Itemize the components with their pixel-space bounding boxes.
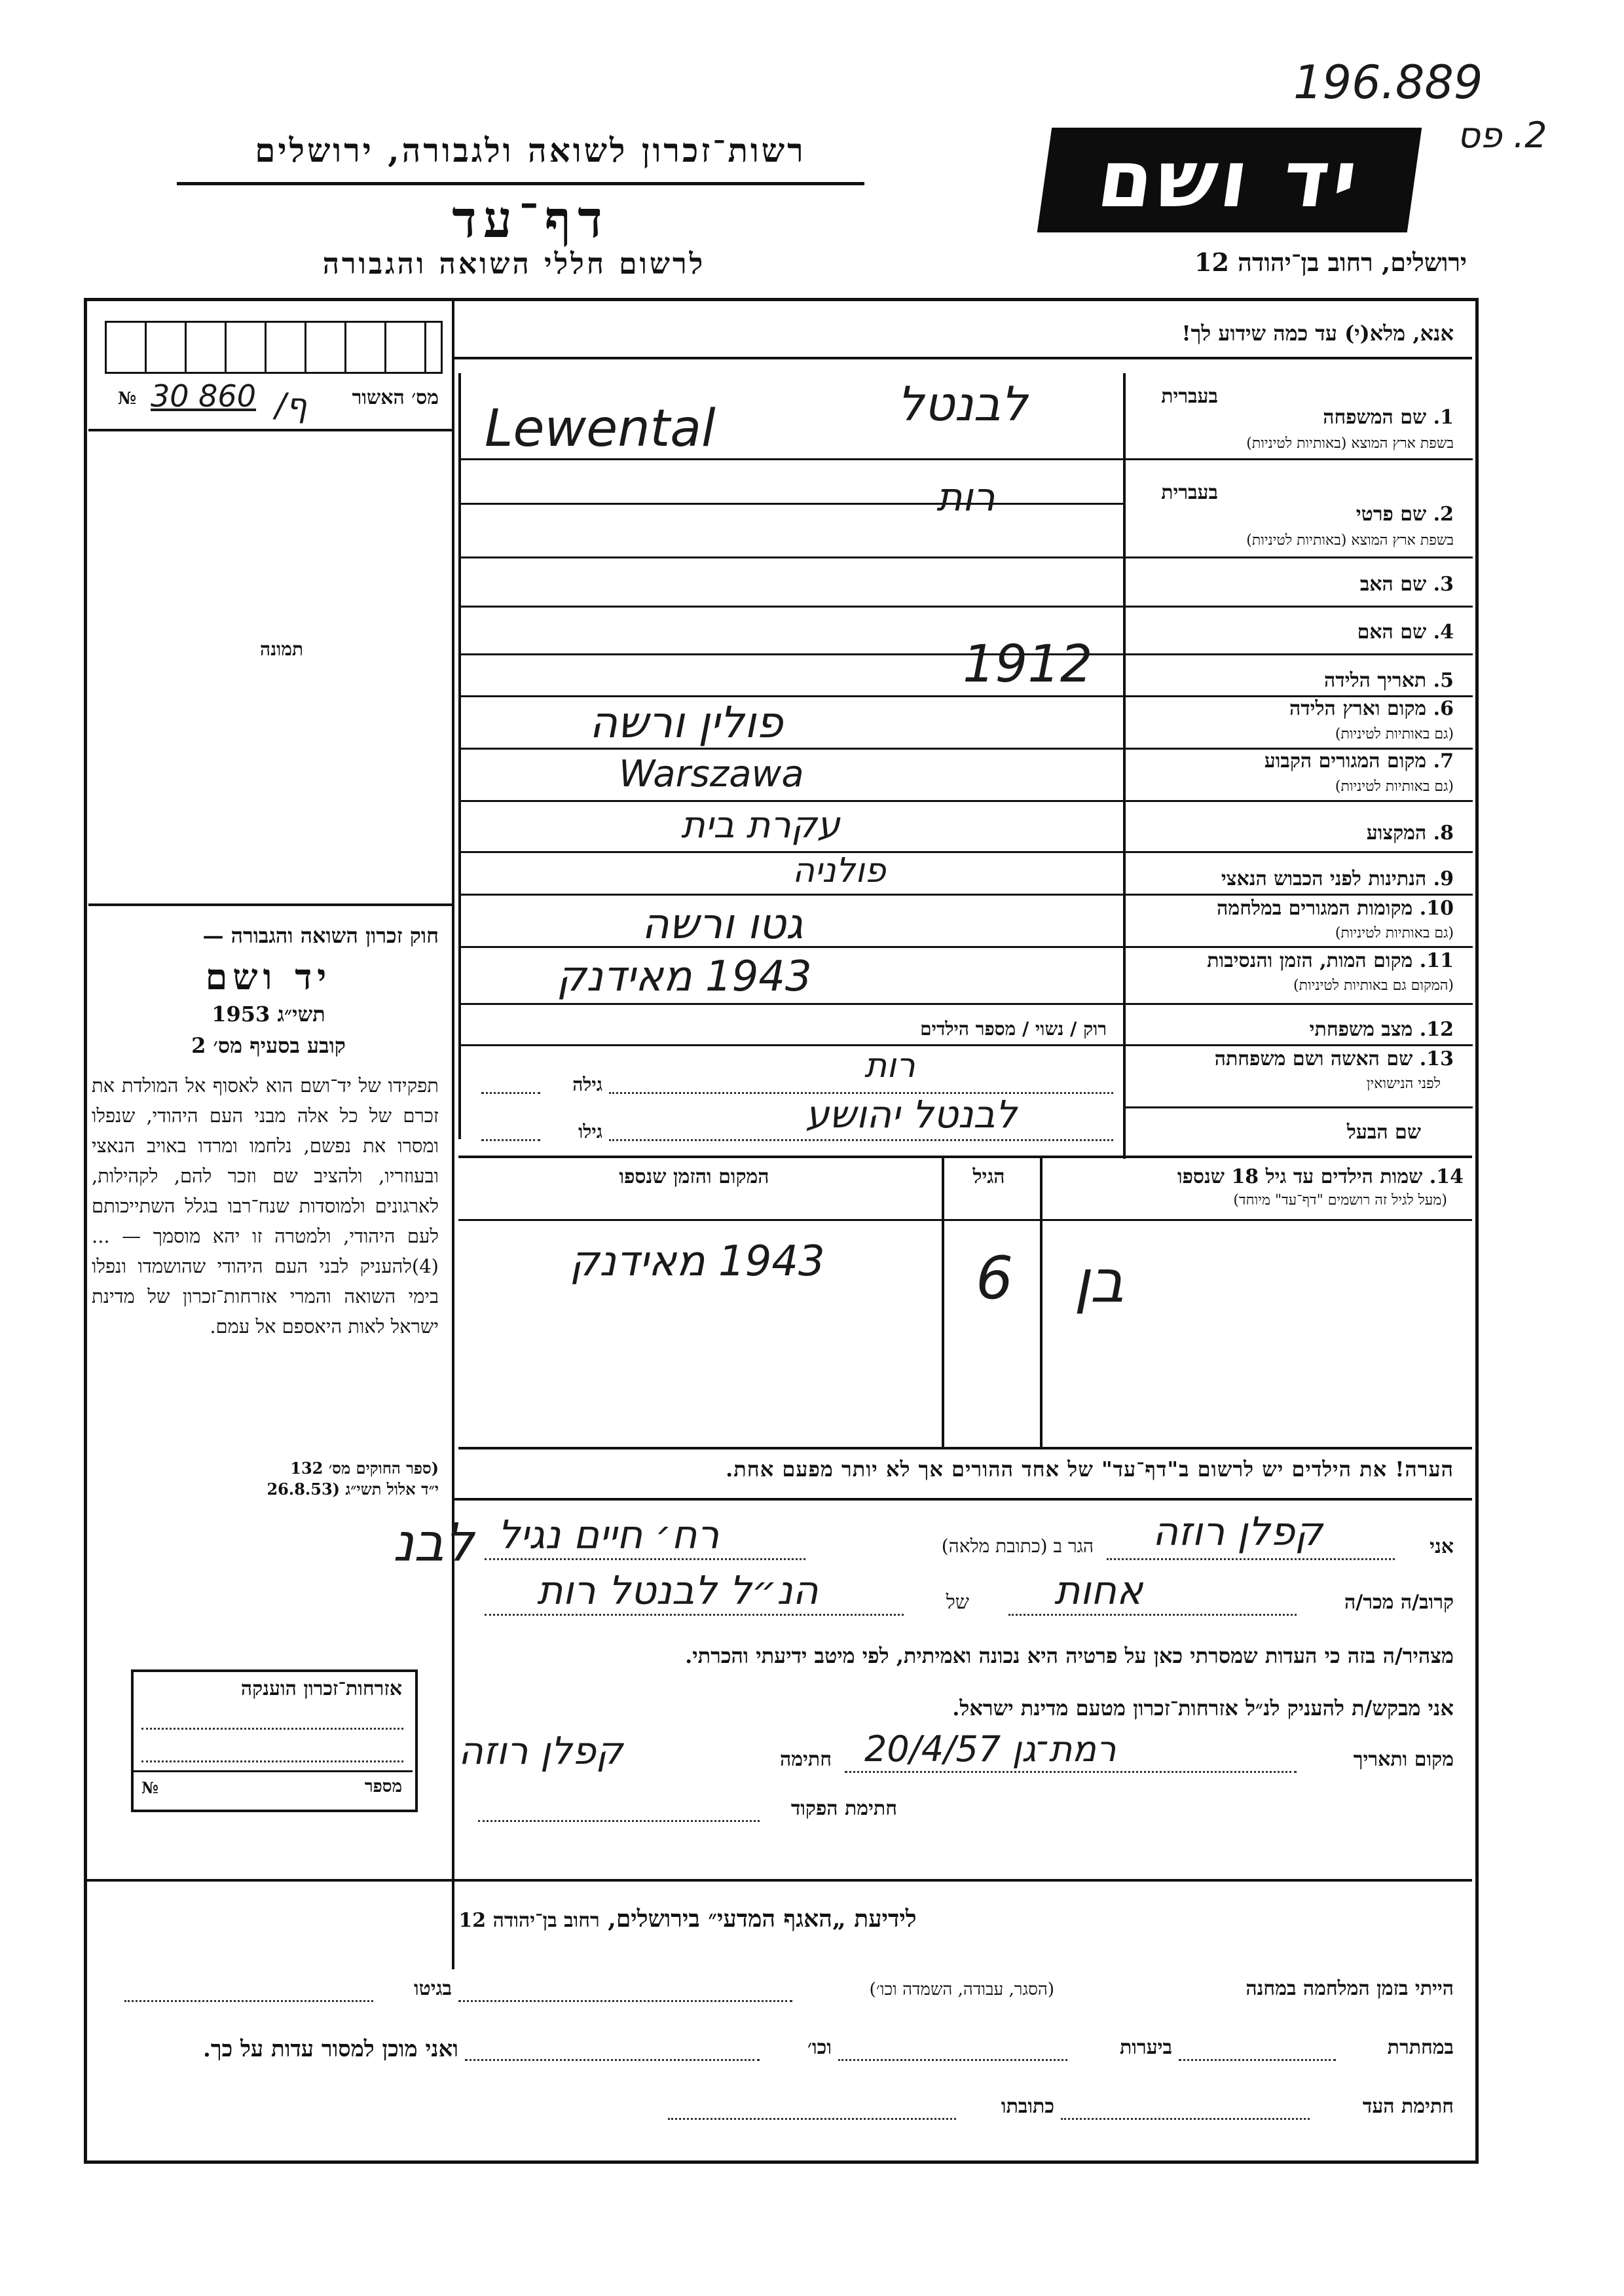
memorial-box-no: № — [141, 1778, 159, 1797]
field-13-label: 13. שם האשה ושם משפחתה — [1214, 1048, 1454, 1070]
field-9-label: 9. הנתינות לפני הכבוש הנאצי — [1221, 867, 1454, 890]
husband-age-label: גילו — [578, 1121, 602, 1142]
record-number: 196.889 — [1293, 56, 1483, 109]
declaration-i-label: אני — [1430, 1535, 1454, 1558]
child-place: 1943 מאידנק — [570, 1237, 825, 1286]
children-note: הערה! את הילדים יש לרשום ב"דף־עד" של אחד ההורים אך לא יותר מפעם אחת. — [726, 1457, 1454, 1482]
field-2-hebrew-tag: בעברית — [1161, 481, 1218, 504]
field-2-sub: בשפת ארץ המוצא (באותיות לטיניות) — [1246, 532, 1454, 549]
field-7-sub: (גם באותיות לטיניות) — [1335, 778, 1454, 795]
place-date-value: רמת־גן 20/4/57 — [864, 1728, 1116, 1770]
law-source-1: (ספר החוקים מס׳ 132 — [290, 1459, 439, 1478]
memorial-box — [131, 1669, 418, 1812]
wife-age-label: גילה — [572, 1074, 602, 1095]
footer-line1-a: הייתי בזמן המלחמה במחנה — [1246, 1977, 1454, 2000]
husband-label: שם הבעל — [1346, 1121, 1421, 1144]
field-6-sub: (גם באותיות לטיניות) — [1335, 726, 1454, 742]
page-reference: 2. פס — [1457, 115, 1547, 156]
officer-label: חתימת הפקוד — [790, 1797, 897, 1820]
child-age: 6 — [976, 1244, 1014, 1313]
approval-label: מס׳ האשור — [352, 386, 439, 409]
yad-vashem-logo — [1037, 128, 1422, 232]
husband-name: לבנטל יהושע — [805, 1092, 1017, 1137]
authority-underline — [177, 182, 864, 185]
field-10-sub: (גם באותיות לטיניות) — [1335, 925, 1454, 941]
birth-date: 1912 — [963, 635, 1093, 694]
relation-label: קרוב/ה מכר/ה — [1344, 1591, 1454, 1614]
relation-value: אחות — [1054, 1568, 1143, 1614]
law-text: תפקידו של יד־ושם הוא לאסוף אל המולדת את זכרם של כל אלה מבני העם היהודי, שנפלו ומסרו את נפשם, נלחמו ומרדו באויב הנאצי ובעוזריו, ולהציב שם וזכר להם, לקהילות, לארגונים ולמוסדות שנח־רבו בגלל השתייכותם לעם היהודי, ולמטרה זו יהא מוסמך — ...(4)להעניק לבני העם היהודי שהושמדו ונפלו בימי השואה והמרי אזרחות־זכרון של מדינת ישראל לאות היאספם אל עמם. — [92, 1074, 439, 1338]
birth-place: פולין ורשה — [589, 697, 783, 748]
nationality: פולניה — [792, 851, 886, 890]
of-label: של — [946, 1591, 969, 1614]
request: אני מבקש/ת להעניק לנ״ל אזרחות־זכרון מטעם מדינת ישראל. — [952, 1696, 1454, 1721]
form-subtitle: לרשום חללי השואה והגבורה — [322, 247, 706, 281]
first-name-hebrew: רות — [936, 475, 995, 520]
field-3-label: 3. שם האב — [1359, 573, 1454, 596]
wartime-residence: גטו ורשה — [642, 900, 803, 949]
address-line: ירושלים, רחוב בן־יהודה 12 — [1194, 247, 1467, 277]
child-name: בן — [1074, 1247, 1124, 1316]
field-13-sub: לפני הנישואין — [1366, 1076, 1441, 1092]
signature-value: קפלן רוזה — [458, 1728, 623, 1773]
children-age-header: הגיל — [972, 1165, 1005, 1188]
field-5-label: 5. תאריך הלידה — [1324, 669, 1454, 692]
field-8-label: 8. המקצוע — [1366, 822, 1454, 845]
children-sub: (מעל לגיל זה רושמים "דף־עד" מיוחד) — [1233, 1192, 1447, 1209]
approval-number: 30 860 — [151, 378, 256, 414]
place-date-label: מקום ותאריך — [1353, 1748, 1454, 1771]
field-4-label: 4. שם האם — [1357, 621, 1454, 644]
wife-name: רות — [864, 1046, 915, 1085]
occupation: עקרת בית — [681, 804, 840, 847]
law-section: קובע בסעיף מס׳ 2 — [191, 1033, 346, 1058]
law-source-2: י״ד אלול תשי״ג (26.8.53 — [267, 1480, 439, 1499]
law-name: יד ושם — [205, 956, 332, 998]
memorial-box-number: מספר — [364, 1777, 402, 1796]
residence: Warszawa — [619, 753, 804, 795]
field-7-label: 7. מקום המגורים הקבוע — [1264, 750, 1454, 773]
footer-line2-a: במחתרת — [1387, 2036, 1454, 2059]
footer-line1-b: (הסגר, עבודה, השמדה וכו׳) — [869, 1980, 1054, 1999]
approval-prefix: № — [118, 389, 137, 409]
children-label: 14. שמות הילדים עד גיל 18 שנספו — [1177, 1165, 1464, 1188]
declarant-name: קפלן רוזה — [1153, 1509, 1323, 1555]
cut-strip — [105, 321, 443, 374]
photo-label: תמונה — [259, 638, 304, 660]
statement: מצהיר/ה בזה כי העדות שמסרתי כאן על פרטיה היא נכונה ואמיתית, לפי מיטב ידיעתי והכרתי. — [685, 1643, 1454, 1668]
logo-text: יד ושם — [1092, 134, 1367, 225]
field-11-label: 11. מקום המות, הזמן והנסיבות — [1207, 949, 1454, 972]
signature-label: חתימה — [780, 1748, 832, 1771]
law-year: תשי״ג 1953 — [212, 1002, 325, 1027]
surname-hebrew: לבנטל — [897, 376, 1027, 431]
declarant-address: רח׳ חיים נגיל — [498, 1512, 720, 1558]
field-11-sub: (המקום גם באותיות לטיניות) — [1293, 977, 1454, 994]
footer-line2-c: וכו׳ — [807, 2036, 832, 2059]
form-title: דף־עד — [452, 190, 609, 249]
footer-line2-b: ביערות — [1119, 2036, 1172, 2059]
field-12-label: 12. מצב משפחתי — [1309, 1018, 1454, 1041]
of-value: הנ״ל לבנטל רות — [537, 1568, 819, 1614]
address-label: הגר ב (כתובת מלאה) — [941, 1535, 1094, 1557]
field-1-hebrew-tag: בעברית — [1161, 385, 1218, 408]
surname-latin: Lewental — [485, 399, 716, 458]
field-1-sub: בשפת ארץ המוצא (באותיות לטיניות) — [1246, 435, 1454, 452]
footer-line2-d: ואני מוכן למסור עדות על כך. — [203, 2036, 458, 2062]
margin-handwriting: לבנ — [393, 1512, 474, 1573]
authority-name: רשות־זכרון לשואה ולגבורה, ירושלים — [255, 131, 806, 170]
footer-title: לידיעת „האגף המדעי״ בירושלים, רחוב בן־יהודה 12 — [458, 1905, 917, 1933]
children-place-header: המקום והזמן שנספו — [619, 1165, 769, 1188]
field-1-label: 1. שם המשפחה — [1323, 406, 1454, 429]
field-6-label: 6. מקום וארץ הלידה — [1289, 697, 1454, 720]
footer-line3-b: כתובתו — [1001, 2095, 1054, 2118]
memorial-box-title: אזרחות־זכרון הוענקה — [240, 1677, 402, 1700]
field-10-label: 10. מקומות המגורים במלחמה — [1217, 897, 1454, 920]
intro-text: אנא, מלא(י) עד כמה שידוע לך! — [1181, 321, 1454, 346]
marital-options: רוק / נשוי / מספר הילדים — [920, 1018, 1107, 1040]
approval-suffix: /ף — [275, 386, 307, 424]
law-title: חוק זכרון השואה והגבורה — — [202, 923, 439, 948]
field-2-label: 2. שם פרטי — [1356, 503, 1454, 526]
death-place-time: 1943 מאידנק — [557, 953, 812, 1001]
footer-line1-c: בגיטו — [413, 1977, 452, 2000]
footer-line3-a: חתימת העד — [1362, 2095, 1454, 2118]
